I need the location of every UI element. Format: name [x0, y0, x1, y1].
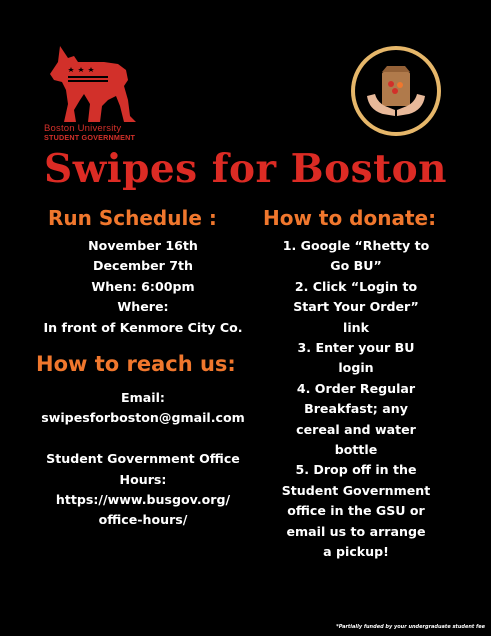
schedule-line: December 7th	[92, 258, 194, 274]
org-name-line2: STUDENT GOVERNMENT	[44, 132, 136, 142]
contact-line: Student Government Office	[46, 451, 240, 467]
step-line: 1. Google “Rhetty to	[282, 238, 430, 253]
how-to-reach-us-heading: How to reach us:	[36, 352, 236, 376]
org-name-line1: Boston University	[44, 123, 122, 134]
step-line: a pickup!	[323, 544, 389, 560]
page-title: Swipes for Boston	[44, 146, 447, 192]
step-line: link	[343, 319, 369, 335]
step-line: cereal and water	[296, 421, 416, 437]
step-line: email us to arrange	[286, 523, 426, 539]
step-line: 4. Order Regular	[296, 380, 416, 396]
schedule-line: When: 6:00pm	[91, 278, 195, 294]
run-schedule-heading: Run Schedule :	[48, 206, 217, 230]
step-line: bottle	[334, 442, 378, 458]
schedule-line: Where:	[117, 299, 169, 315]
contact-line: Email:	[121, 390, 165, 405]
step-line: Start Your Order”	[293, 299, 419, 315]
how-to-donate-heading: How to donate:	[263, 206, 437, 230]
contact-url: https://www.busgov.org/	[55, 492, 231, 508]
schedule-line: In front of Kenmore City Co.	[43, 319, 243, 335]
step-line: Go BU”	[330, 258, 382, 274]
run-schedule-details	[26, 236, 260, 338]
contact-email: swipesforboston@gmail.com	[41, 410, 245, 426]
contact-details	[26, 388, 260, 531]
org-name	[44, 124, 154, 142]
terrier-dog-logo-icon	[44, 44, 136, 124]
hands-holding-bag-icon	[349, 44, 443, 138]
schedule-line: November 16th	[88, 238, 198, 253]
step-line: Breakfast; any	[304, 401, 408, 417]
step-line: 2. Click “Login to	[294, 278, 418, 294]
step-line: Student Government	[281, 482, 431, 498]
step-line: 5. Drop off in the	[295, 462, 417, 478]
step-line: login	[338, 360, 374, 376]
donation-steps	[262, 236, 450, 563]
contact-url: office-hours/	[98, 512, 188, 528]
funding-footnote: *Partially funded by your undergraduate student fee	[336, 624, 485, 630]
step-line: 3. Enter your BU	[297, 340, 415, 356]
contact-line: Hours:	[119, 471, 167, 487]
contact-spacer	[26, 429, 260, 449]
step-line: office in the GSU or	[287, 503, 425, 519]
